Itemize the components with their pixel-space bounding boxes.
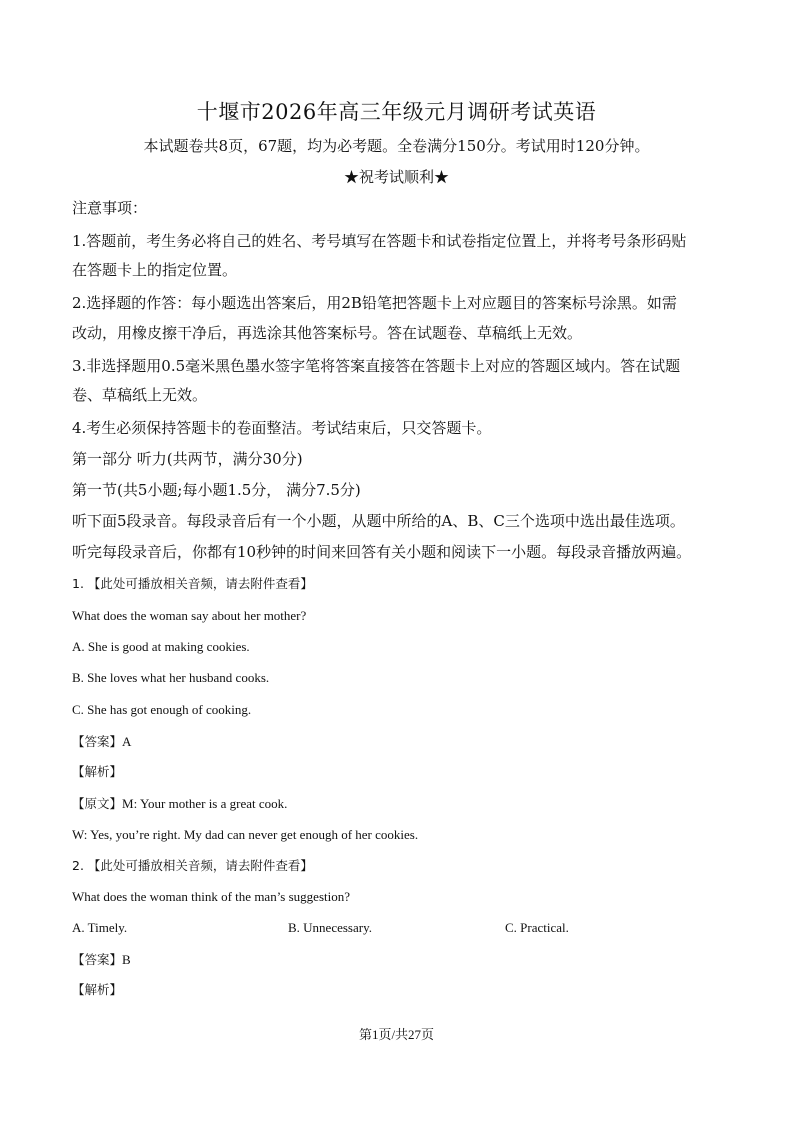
exam-subtitle: 本试题卷共8页，67题，均为必考题。全卷满分150分。考试用时120分钟。: [143, 137, 650, 155]
q1-question: What does the woman say about her mother?: [72, 608, 307, 623]
q2-answer-tag: 【答案】: [72, 952, 123, 967]
part-one-heading: 第一部分 听力(共两节，满分30分): [72, 450, 303, 468]
note-item-4: 4.考生必须保持答题卡的卷面整洁。考试结束后，只交答题卡。: [72, 419, 492, 437]
good-luck-line: ★祝考试顺利★: [343, 168, 449, 186]
q1-original-woman: W: Yes, you’re right. My dad can never get enough of her cookies.: [72, 827, 419, 842]
q2-option-c: C. Practical.: [505, 920, 569, 935]
note-item-2-line-2: 改动，用橡皮擦干净后，再选涂其他答案标号。答在试题卷、草稿纸上无效。: [72, 324, 583, 342]
note-item-3-line-2: 卷、草稿纸上无效。: [72, 386, 208, 404]
q2-audio-link[interactable]: 2. 【此处可播放相关音频，请去附件查看】: [72, 858, 313, 873]
q2-analysis-tag: 【解析】: [72, 982, 123, 997]
q1-original-man: M: Your mother is a great cook.: [122, 796, 288, 811]
note-item-1-line-1: 1.答题前，考生务必将自己的姓名、考号填写在答题卡和试卷指定位置上，并将考号条形码贴: [72, 232, 687, 250]
section-one-heading: 第一节(共5小题;每小题1.5分， 满分7.5分): [72, 481, 361, 499]
q1-answer-tag: 【答案】: [72, 734, 123, 749]
q2-option-a: A. Timely.: [72, 920, 128, 935]
q1-option-a: A. She is good at making cookies.: [72, 639, 250, 654]
q2-answer-line: [72, 949, 732, 970]
page-number: 第1页/共27页: [358, 1027, 435, 1042]
q1-original-tag: 【原文】: [72, 796, 123, 811]
notes-heading: 注意事项：: [72, 199, 148, 217]
q2-option-b: B. Unnecessary.: [288, 920, 372, 935]
q1-analysis-tag: 【解析】: [72, 764, 123, 779]
q1-answer-line: [72, 731, 732, 752]
note-item-2-line-1: 2.选择题的作答：每小题选出答案后，用2B铅笔把答题卡上对应题目的答案标号涂黑。如需: [72, 294, 677, 312]
page-title: 十堰市2026年高三年级元月调研考试英语: [196, 100, 597, 124]
q1-answer-value: A: [122, 734, 132, 749]
q2-question: What does the woman think of the man’s suggestion?: [72, 889, 351, 904]
q1-audio-link[interactable]: 1. 【此处可播放相关音频，请去附件查看】: [72, 576, 313, 591]
q2-answer-value: B: [122, 952, 131, 967]
instructions-line-1: 听下面5段录音。每段录音后有一个小题，从题中所给的A、B、C三个选项中选出最佳选项。: [72, 512, 685, 530]
note-item-3-line-1: 3.非选择题用0.5毫米黑色墨水签字笔将答案直接答在答题卡上对应的答题区域内。答在试题: [72, 357, 681, 375]
q1-original-line: [72, 793, 732, 814]
instructions-line-2: 听完每段录音后，你都有10秒钟的时间来回答有关小题和阅读下一小题。每段录音播放两遍。: [72, 543, 692, 561]
q1-option-b: B. She loves what her husband cooks.: [72, 670, 270, 685]
note-item-1-line-2: 在答题卡上的指定位置。: [72, 261, 238, 279]
q1-option-c: C. She has got enough of cooking.: [72, 702, 252, 717]
